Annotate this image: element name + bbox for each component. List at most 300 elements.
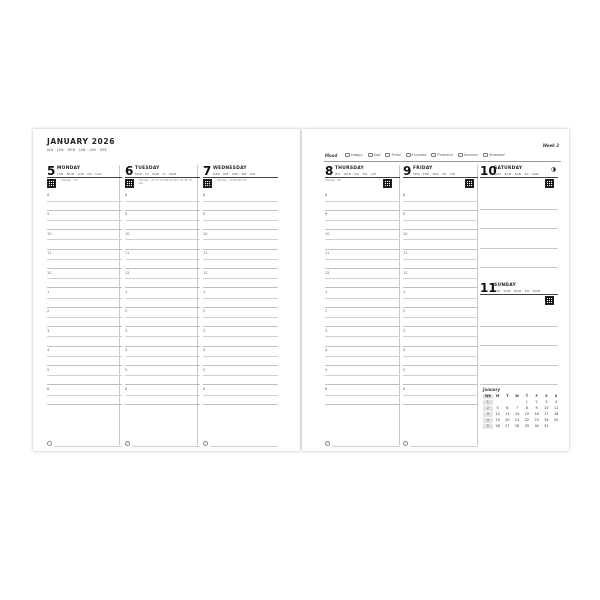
half-hour-rule	[203, 375, 278, 376]
saturday-lines[interactable]	[480, 191, 558, 268]
half-hour-rule	[125, 259, 200, 260]
day-translations: DIM · SON · DOM · ZO · DOM	[494, 289, 541, 293]
todo-line	[332, 446, 400, 447]
hour-label: 9	[403, 212, 406, 217]
hour-label: 9	[203, 212, 206, 217]
circle-checkbox-icon[interactable]	[47, 441, 52, 446]
month-translations: JAN · JAN · DEN · JAN · JAN · ENE	[47, 148, 108, 152]
todo-item[interactable]	[403, 439, 478, 450]
hour-label: 5	[203, 367, 206, 372]
mini-calendar-header: S	[545, 394, 548, 398]
hour-label: 3	[47, 328, 50, 333]
half-hour-rule	[203, 356, 278, 357]
half-hour-rule	[47, 259, 122, 260]
hour-slot[interactable]	[203, 249, 278, 268]
half-hour-rule	[125, 356, 200, 357]
todo-list	[125, 439, 200, 451]
hour-slot[interactable]	[325, 385, 400, 404]
hour-slots	[203, 191, 278, 404]
mini-calendar-day: 1	[525, 400, 528, 404]
mini-calendar-header: S	[554, 394, 558, 398]
hour-slot[interactable]	[325, 269, 400, 288]
hour-slot[interactable]	[325, 288, 400, 307]
half-hour-rule	[325, 317, 400, 318]
mini-calendar-day: 30	[534, 424, 539, 428]
mini-calendar-day: 21	[514, 418, 520, 422]
hour-slot[interactable]	[125, 210, 200, 229]
mini-calendar-day	[503, 400, 513, 405]
day-name: SATURDAY	[494, 166, 523, 171]
hour-slot[interactable]	[325, 366, 400, 385]
hour-slots	[325, 191, 400, 404]
hour-label: 8	[47, 193, 50, 197]
mood-checkbox-icon[interactable]	[406, 153, 411, 157]
mini-calendar-week: 2	[483, 406, 493, 411]
half-hour-rule	[203, 278, 278, 279]
mini-calendar-day: 13	[505, 412, 510, 416]
mini-calendar-day: 16	[534, 412, 539, 416]
day-number: 7	[203, 164, 212, 178]
hour-slot[interactable]	[47, 366, 122, 385]
qr-code-icon	[125, 179, 134, 188]
hour-slot[interactable]	[403, 385, 478, 404]
half-hour-rule	[125, 298, 200, 299]
day-header	[203, 165, 278, 191]
hour-slot[interactable]	[47, 288, 122, 307]
mini-calendar-day: 5	[496, 406, 499, 410]
mood-option-label: Peaceful	[437, 153, 453, 157]
mini-calendar-header: Wk	[484, 394, 491, 398]
half-hour-rule	[203, 220, 278, 221]
hour-slot[interactable]	[325, 346, 400, 365]
half-hour-rule	[325, 298, 400, 299]
right-page	[302, 129, 569, 451]
day-name: FRIDAY	[413, 166, 433, 171]
day-name: TUESDAY	[135, 166, 160, 171]
mini-calendar-day: 18	[553, 412, 559, 416]
half-hour-rule	[403, 317, 478, 318]
mood-checkbox-icon[interactable]	[431, 153, 436, 157]
hour-label: 5	[325, 367, 328, 372]
mood-option-label: Sad	[373, 153, 381, 157]
day-number: 11	[480, 281, 497, 295]
half-hour-rule	[47, 336, 122, 337]
hour-label: 9	[125, 212, 128, 217]
hour-slot[interactable]	[325, 249, 400, 268]
day-number: 6	[125, 164, 134, 178]
circle-checkbox-icon[interactable]	[403, 441, 408, 446]
half-hour-rule	[325, 220, 400, 221]
hour-label: 5	[47, 367, 50, 372]
mood-checkbox-icon[interactable]	[458, 153, 463, 157]
hour-slot[interactable]	[203, 307, 278, 326]
mini-calendar-day: 22	[524, 418, 530, 422]
half-hour-rule	[403, 220, 478, 221]
moon-phase-icon: ◑	[550, 166, 556, 173]
hour-slot[interactable]	[325, 307, 400, 326]
mood-option-label: Happy	[351, 153, 363, 157]
header-rule	[324, 161, 561, 162]
hour-label: 5	[403, 367, 406, 372]
hour-slot[interactable]	[125, 249, 200, 268]
half-hour-rule	[325, 375, 400, 376]
hour-label: 4	[47, 348, 50, 353]
half-hour-rule	[403, 298, 478, 299]
hour-slot[interactable]	[325, 230, 400, 249]
day-column-friday	[403, 165, 478, 447]
hour-slot[interactable]	[403, 307, 478, 326]
day-underline	[480, 294, 558, 295]
hour-label: 11	[125, 251, 130, 256]
hour-label: 6	[203, 386, 206, 391]
hour-label: 8	[203, 193, 206, 197]
hour-slot[interactable]	[203, 346, 278, 365]
half-hour-rule	[403, 375, 478, 376]
todo-item[interactable]	[325, 439, 400, 450]
half-hour-rule	[47, 317, 122, 318]
week-number: Week 2	[542, 143, 559, 148]
hour-label: 1	[47, 289, 50, 294]
mood-checkbox-icon[interactable]	[483, 153, 488, 157]
day-header	[125, 165, 200, 191]
todo-line	[210, 446, 278, 447]
mini-calendar-header: F	[535, 394, 538, 398]
qr-code-icon	[545, 296, 554, 305]
mini-calendar-day: 8	[525, 406, 528, 410]
hour-slot[interactable]	[203, 366, 278, 385]
hour-slot[interactable]	[47, 385, 122, 404]
hour-label: 10	[47, 231, 52, 236]
hour-slot[interactable]	[47, 230, 122, 249]
holiday-note: Holiday · RU	[325, 179, 341, 182]
hour-label: 10	[203, 231, 208, 236]
sunday-lines[interactable]	[480, 308, 558, 385]
half-hour-rule	[203, 336, 278, 337]
day-translations: SAM · SAM · SAB · ZA · SAB	[494, 172, 539, 176]
hour-slot[interactable]	[125, 269, 200, 288]
half-hour-rule	[47, 220, 122, 221]
write-line[interactable]	[480, 346, 558, 365]
hour-slot[interactable]	[125, 191, 200, 210]
mini-calendar-day: 4	[555, 400, 558, 404]
write-line[interactable]	[480, 191, 558, 210]
half-hour-rule	[203, 317, 278, 318]
hour-label: 6	[325, 386, 328, 391]
mini-calendar-day: 12	[495, 412, 500, 416]
half-hour-rule	[403, 278, 478, 279]
todo-item[interactable]	[203, 439, 278, 450]
mini-calendar-day: 7	[516, 406, 519, 410]
hour-slot[interactable]	[47, 210, 122, 229]
half-hour-rule	[203, 395, 278, 396]
mini-calendar	[483, 387, 561, 429]
hour-label: 12	[125, 270, 130, 275]
qr-code-icon	[47, 179, 56, 188]
hour-label: 2	[325, 309, 328, 314]
hour-label: 3	[203, 328, 206, 333]
hour-slot[interactable]	[47, 269, 122, 288]
hour-slot[interactable]	[47, 249, 122, 268]
hour-slot[interactable]	[203, 385, 278, 404]
mood-label: Mood	[325, 153, 338, 158]
day-underline	[403, 177, 478, 178]
mood-option[interactable]	[458, 153, 478, 157]
write-line[interactable]	[480, 229, 558, 248]
mini-calendar-week: 1	[483, 400, 493, 405]
mini-calendar-header: T	[525, 394, 529, 398]
hour-label: 11	[325, 251, 330, 256]
circle-checkbox-icon[interactable]	[125, 441, 130, 446]
half-hour-rule	[203, 259, 278, 260]
hour-label: 2	[203, 309, 206, 314]
todo-list	[203, 439, 278, 451]
half-hour-rule	[47, 395, 122, 396]
qr-code-icon	[465, 179, 474, 188]
mini-calendar-day: 3	[545, 400, 548, 404]
hour-slot[interactable]	[47, 346, 122, 365]
hour-label: 4	[203, 348, 206, 353]
hour-label: 12	[47, 270, 52, 275]
todo-line	[132, 446, 200, 447]
hour-label: 12	[203, 270, 208, 275]
hour-slot[interactable]	[203, 191, 278, 210]
half-hour-rule	[125, 278, 200, 279]
day-number: 10	[480, 164, 497, 178]
hour-slot[interactable]	[403, 191, 478, 210]
mini-calendar-header: M	[495, 394, 500, 398]
day-header	[325, 165, 400, 191]
mini-calendar-week: 5	[483, 424, 493, 429]
mini-calendar-grid	[483, 394, 561, 429]
mood-option-label: Focused	[411, 153, 427, 157]
half-hour-rule	[125, 375, 200, 376]
write-line[interactable]	[480, 308, 558, 327]
hour-slot[interactable]	[403, 269, 478, 288]
hour-slot[interactable]	[403, 249, 478, 268]
hour-slot[interactable]	[403, 230, 478, 249]
sunday-header	[480, 282, 558, 308]
day-number: 8	[325, 164, 334, 178]
half-hour-rule	[47, 278, 122, 279]
hour-label: 12	[403, 270, 408, 275]
circle-checkbox-icon[interactable]	[203, 441, 208, 446]
mood-option[interactable]	[368, 153, 381, 157]
hour-label: 2	[125, 309, 128, 314]
day-column-monday	[47, 165, 122, 447]
hour-slot[interactable]	[203, 210, 278, 229]
hour-rule	[325, 404, 400, 405]
day-name: THURSDAY	[335, 166, 364, 171]
day-name: WEDNESDAY	[213, 166, 247, 171]
todo-list	[403, 439, 478, 451]
hour-label: 6	[47, 386, 50, 391]
day-translations: MAR · DI · MAR · TI · MAR	[135, 172, 177, 176]
circle-checkbox-icon[interactable]	[325, 441, 330, 446]
mini-calendar-day: 28	[514, 424, 520, 428]
mini-calendar-day: 15	[524, 412, 530, 416]
hour-slot[interactable]	[125, 307, 200, 326]
hour-slot[interactable]	[125, 385, 200, 404]
todo-item[interactable]	[125, 439, 200, 450]
hour-slot[interactable]	[403, 288, 478, 307]
hour-slot[interactable]	[325, 210, 400, 229]
hour-label: 1	[125, 289, 128, 294]
day-underline	[480, 177, 558, 178]
hour-label: 10	[325, 231, 330, 236]
hour-slot[interactable]	[203, 230, 278, 249]
mood-checkbox-icon[interactable]	[385, 153, 390, 157]
mini-calendar-day: 20	[505, 418, 510, 422]
hour-label: 11	[203, 251, 208, 256]
write-line[interactable]	[480, 249, 558, 268]
hour-label: 6	[403, 386, 406, 391]
hour-label: 10	[403, 231, 408, 236]
hour-rule	[47, 404, 122, 405]
mini-calendar-day: 31	[544, 424, 549, 428]
half-hour-rule	[325, 278, 400, 279]
hour-label: 9	[325, 212, 328, 217]
half-hour-rule	[325, 259, 400, 260]
day-column-tuesday	[125, 165, 200, 447]
half-hour-rule	[203, 298, 278, 299]
hour-slot[interactable]	[403, 346, 478, 365]
half-hour-rule	[403, 336, 478, 337]
day-name: SUNDAY	[494, 283, 517, 288]
hour-label: 2	[47, 309, 50, 314]
mini-calendar-day: 27	[505, 424, 510, 428]
mini-calendar-day: 6	[506, 406, 509, 410]
qr-code-icon	[203, 179, 212, 188]
hour-rule	[403, 404, 478, 405]
mini-calendar-day: 25	[553, 418, 559, 422]
todo-line	[410, 446, 478, 447]
hour-slot[interactable]	[403, 327, 478, 346]
hour-slots	[125, 191, 200, 404]
day-header	[47, 165, 122, 191]
half-hour-rule	[325, 239, 400, 240]
todo-item[interactable]	[47, 450, 122, 451]
hour-slot[interactable]	[203, 327, 278, 346]
mini-calendar-week: 3	[483, 412, 493, 417]
mini-calendar-day	[493, 400, 503, 405]
half-hour-rule	[325, 395, 400, 396]
mini-calendar-day: 23	[534, 418, 539, 422]
day-translations: MER · MIT · MIE · WE · WO	[213, 172, 256, 176]
hour-label: 9	[47, 212, 50, 217]
write-line[interactable]	[480, 366, 558, 385]
hour-slot[interactable]	[47, 327, 122, 346]
day-column-thursday	[325, 165, 400, 447]
mini-calendar-day: 26	[495, 424, 500, 428]
left-page	[33, 129, 300, 451]
mini-calendar-week: 4	[483, 418, 493, 423]
mini-calendar-day: 17	[544, 412, 549, 416]
mini-calendar-day: 14	[514, 412, 520, 416]
todo-item[interactable]	[203, 450, 278, 451]
hour-rule	[203, 404, 278, 405]
half-hour-rule	[47, 356, 122, 357]
hour-slot[interactable]	[125, 346, 200, 365]
mini-calendar-day: 19	[495, 418, 500, 422]
hour-slot[interactable]	[125, 288, 200, 307]
mini-calendar-day: 24	[544, 418, 549, 422]
holiday-note: Holiday · AT CH CO HR SK AS IT PL SE TH Sw	[139, 179, 193, 186]
holiday-note: Holiday · ITH	[61, 179, 78, 182]
mood-option[interactable]	[385, 153, 400, 157]
half-hour-rule	[47, 298, 122, 299]
day-translations: LUN · MON · LUN · MA · LUN	[57, 172, 102, 176]
day-header	[403, 165, 478, 191]
day-underline	[47, 177, 122, 178]
half-hour-rule	[125, 239, 200, 240]
todo-list	[47, 439, 122, 451]
hour-label: 4	[325, 348, 328, 353]
hour-slot[interactable]	[403, 210, 478, 229]
mood-option[interactable]	[483, 153, 505, 157]
mood-option[interactable]	[406, 153, 427, 157]
todo-item[interactable]	[403, 450, 478, 451]
day-translations: VEN · FRE · VER · VR · VIE	[413, 172, 456, 176]
hour-label: 8	[403, 193, 406, 197]
hour-slots	[47, 191, 122, 404]
mood-checkbox-icon[interactable]	[368, 153, 373, 157]
hour-slot[interactable]	[203, 288, 278, 307]
mood-option[interactable]	[431, 153, 452, 157]
saturday-header	[480, 165, 558, 191]
hour-slot[interactable]	[325, 327, 400, 346]
half-hour-rule	[125, 201, 200, 202]
mood-tracker	[345, 153, 505, 157]
mood-checkbox-icon[interactable]	[345, 153, 350, 157]
todo-item[interactable]	[47, 439, 122, 450]
write-line[interactable]	[480, 327, 558, 346]
hour-slots	[403, 191, 478, 404]
mood-option-label: Anxious	[463, 153, 478, 157]
hour-slot[interactable]	[325, 191, 400, 210]
mood-option[interactable]	[345, 153, 363, 157]
hour-label: 8	[125, 193, 128, 197]
mood-option-label: Tired	[391, 153, 401, 157]
todo-item[interactable]	[325, 450, 400, 451]
hour-slot[interactable]	[125, 230, 200, 249]
hour-label: 6	[125, 386, 128, 391]
qr-code-icon	[545, 179, 554, 188]
hour-slot[interactable]	[203, 269, 278, 288]
hour-label: 12	[325, 270, 330, 275]
hour-slot[interactable]	[125, 366, 200, 385]
hour-slot[interactable]	[47, 307, 122, 326]
hour-slot[interactable]	[47, 191, 122, 210]
day-number: 5	[47, 164, 56, 178]
todo-item[interactable]	[125, 450, 200, 451]
day-underline	[325, 177, 400, 178]
hour-rule	[125, 404, 200, 405]
qr-code-icon	[383, 179, 392, 188]
hour-slot[interactable]	[403, 366, 478, 385]
half-hour-rule	[325, 356, 400, 357]
write-line[interactable]	[480, 210, 558, 229]
hour-label: 11	[47, 251, 52, 256]
hour-slot[interactable]	[125, 327, 200, 346]
mini-calendar-day: 10	[544, 406, 549, 410]
todo-line	[54, 446, 122, 447]
mini-calendar-day: 29	[524, 424, 530, 428]
mini-calendar-day	[512, 400, 522, 405]
half-hour-rule	[403, 259, 478, 260]
mini-calendar-day: 9	[535, 406, 538, 410]
day-underline	[203, 177, 278, 178]
half-hour-rule	[47, 201, 122, 202]
